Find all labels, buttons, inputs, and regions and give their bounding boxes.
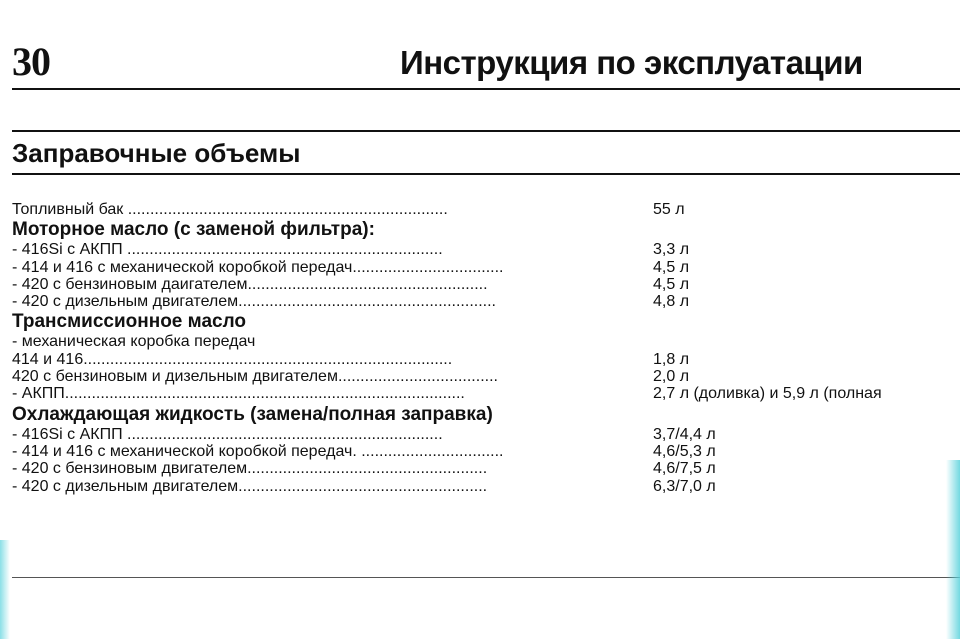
section-top-rule	[12, 130, 960, 132]
capacity-row	[12, 460, 960, 477]
scan-edge-tint-left	[0, 540, 10, 639]
group-heading	[12, 310, 960, 333]
capacity-row	[12, 333, 960, 350]
capacity-value: 4,5 л	[653, 258, 690, 276]
capacities-list	[12, 201, 960, 495]
capacity-row	[12, 368, 960, 385]
capacity-row	[12, 478, 960, 495]
capacity-row	[12, 293, 960, 310]
capacity-label: Топливный бак ........................................................................	[12, 201, 448, 218]
capacity-value: 3,3 л	[653, 241, 690, 259]
capacity-value: 2,7 л (доливка) и 5,9 л (полная	[653, 385, 882, 403]
capacity-label: - АКПП..........................................................................................	[12, 385, 465, 403]
section-title: Заправочные объемы	[12, 138, 301, 168]
capacity-label: - 416Si с АКПП .......................................................................	[12, 425, 443, 443]
header-rule	[12, 88, 960, 90]
scan-edge-tint	[946, 460, 960, 639]
capacity-row	[12, 426, 960, 443]
capacity-label: 420 с бензиновым и дизельным двигателем....................................	[12, 368, 498, 386]
capacity-label: - 416Si с АКПП .......................................................................	[12, 241, 443, 259]
capacity-label: - 420 с дизельным двигателем..........................................................	[12, 293, 496, 311]
capacity-label: - 420 с бензиновым двигателем......................................................	[12, 460, 488, 478]
capacity-value: 1,8 л	[653, 350, 690, 368]
capacity-row	[12, 241, 960, 258]
capacity-value: 4,5 л	[653, 275, 690, 293]
capacity-value: 55 л	[653, 201, 685, 218]
group-heading-label: Трансмиссионное масло	[12, 311, 247, 333]
capacity-label: - 414 и 416 с механической коробкой передач. ................................	[12, 442, 504, 460]
capacity-row	[12, 259, 960, 276]
capacity-label: - 420 с дизельным двигателем........................................................	[12, 477, 488, 495]
capacity-row	[12, 276, 960, 293]
capacity-value: 3,7/4,4 л	[653, 425, 716, 443]
group-heading-label: Охлаждающая жидкость (замена/полная заправка)	[12, 403, 493, 425]
table-bottom-rule	[12, 577, 960, 578]
capacity-label: - механическая коробка передач	[12, 333, 256, 351]
group-heading	[12, 403, 960, 426]
group-heading	[12, 218, 960, 241]
capacity-value: 4,6/7,5 л	[653, 460, 716, 478]
capacity-row	[12, 351, 960, 368]
capacity-value: 4,8 л	[653, 293, 690, 311]
running-title: Инструкция по эксплуатации	[400, 44, 863, 81]
capacity-row	[12, 385, 960, 402]
capacity-row	[12, 443, 960, 460]
capacity-value: 2,0 л	[653, 368, 690, 386]
page-number: 30	[12, 39, 50, 84]
capacity-row	[12, 201, 960, 218]
capacity-label: - 420 с бензиновым даигателем......................................................	[12, 275, 488, 293]
capacity-label: - 414 и 416 с механической коробкой передач..................................	[12, 258, 504, 276]
capacity-label: 414 и 416...................................................................................	[12, 350, 453, 368]
capacity-value: 4,6/5,3 л	[653, 442, 716, 460]
group-heading-label: Моторное масло (с заменой фильтра):	[12, 219, 375, 241]
capacity-value: 6,3/7,0 л	[653, 477, 716, 495]
section-bottom-rule	[12, 173, 960, 175]
